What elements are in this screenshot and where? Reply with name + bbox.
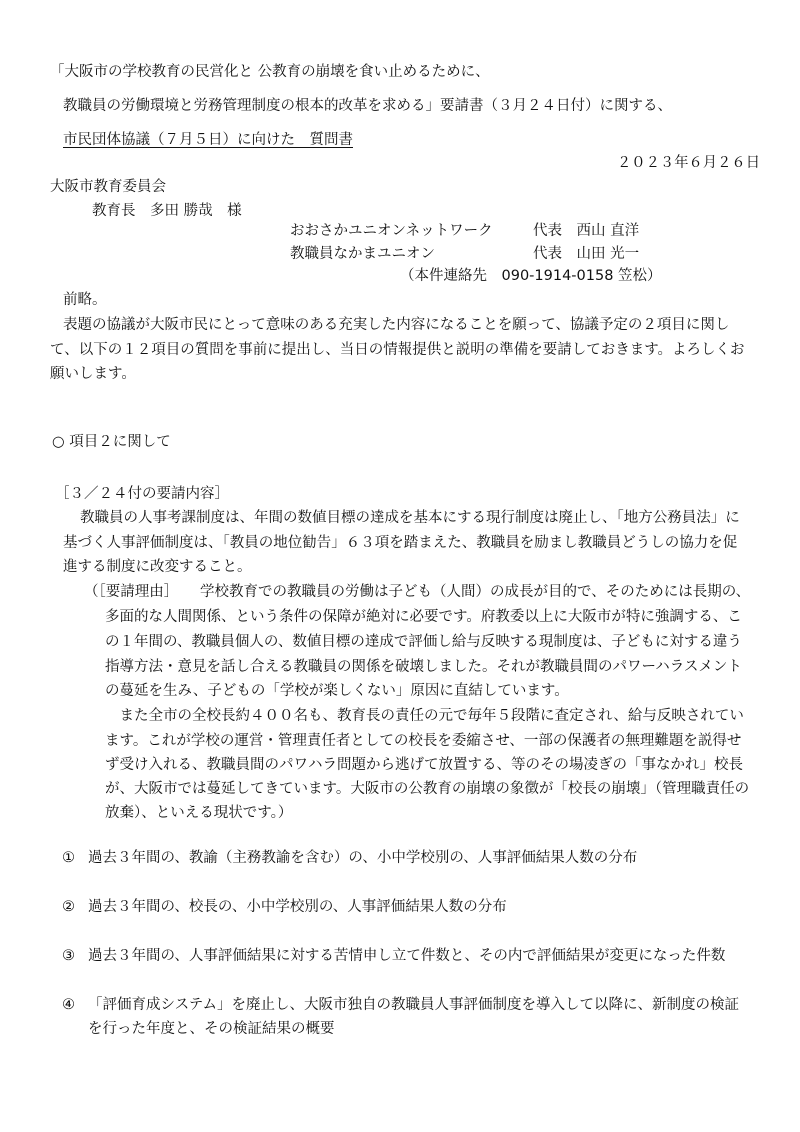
reason-line-3: の１年間の、教職員個人の、数値目標の達成で評価し給与反映する現制度は、子どもに対する違う [105, 634, 742, 650]
request-line-2: 基づく人事評価制度は、「教員の地位勧告」６３項を踏まえた、教職員を励まし教職員どうしの協力を促 [63, 535, 738, 551]
request-heading: ［３／２４付の要請内容］ [55, 486, 229, 502]
question-text-1: 過去３年間の、教諭（主務教諭を含む）の、小中学校別の、人事評価結果人数の分布 [88, 850, 638, 866]
addressee-org: 大阪市教育委員会 [50, 179, 166, 195]
question-text-4-line-1: 「評価育成システム」を廃止し、大阪市独自の教職員人事評価制度を導入して以降に、新制度の検証 [88, 997, 740, 1013]
reason-line-8: ず受け入れる、教職員間のパワハラ問題から逃げて放置する、等のその場凌ぎの「事なかれ」校長 [105, 757, 743, 773]
reason-line-7: ます。これが学校の運営・管理責任者としての校長を委縮させ、一部の保護者の無理難題を説得せ [105, 733, 742, 749]
intro-line-3: 願いします。 [50, 366, 136, 382]
sender-rep-1: 代表 西山 直洋 [533, 223, 640, 239]
sender-org-2: 教職員なかまユニオン [290, 246, 435, 262]
reason-line-6: また全市の全校長約４００名も、教育長の責任の元で毎年５段階に査定され、給与反映されてい [105, 708, 744, 724]
question-number-4: ④ [62, 997, 75, 1013]
question-number-3: ③ [62, 948, 75, 964]
document-date: ２０２３年６月２６日 [617, 155, 760, 171]
question-text-3: 過去３年間の、人事評価結果に対する苦情申し立て件数と、その内で評価結果が変更になった件数 [88, 948, 726, 964]
reason-line-4: 指導方法・意見を話し合える教職員の関係を破壊しました。それが教職員間のパワーハラスメント [105, 659, 742, 675]
sender-org-1: おおさかユニオンネットワーク [290, 223, 493, 239]
reason-line-2: 多面的な人間関係、という条件の保障が絶対に必要です。府教委以上に大阪市が特に強調する、こ [105, 609, 742, 625]
question-text-4-line-2: を行った年度と、その検証結果の概要 [88, 1021, 335, 1037]
request-line-3: 進する制度に改変すること。 [63, 559, 252, 575]
reason-line-10: 放棄）、といえる現状です。） [105, 805, 293, 821]
sender-rep-2: 代表 山田 光一 [533, 246, 640, 262]
greeting: 前略。 [63, 292, 107, 308]
intro-line-1: 表題の協議が大阪市民にとって意味のある充実した内容になることを願って、協議予定の２項目に関し [63, 317, 730, 333]
title-line-1: 「大阪市の学校教育の民営化と 公教育の崩壊を食い止めるために、 [50, 64, 490, 80]
question-text-2: 過去３年間の、校長の、小中学校別の、人事評価結果人数の分布 [88, 899, 507, 915]
reason-line-9: が、大阪市では蔓延してきています。大阪市の公教育の崩壊の象徴が「校長の崩壊」（管理職責任の [105, 781, 750, 797]
section-heading: ○ 項目２に関して [52, 434, 171, 450]
question-number-2: ② [62, 899, 75, 915]
reason-line-5: の蔓延を生み、子どもの「学校が楽しくない」原因に直結しています。 [105, 683, 569, 699]
reason-line-1: （［要請理由］ 学校教育での教職員の労働は子ども（人間）の成長が目的で、そのためには長期の、 [84, 584, 751, 600]
document-subtitle: 市民団体協議（７月５日）に向けた 質問書 [63, 132, 353, 148]
intro-line-2: て、以下の１２項目の質問を事前に提出し、当日の情報提供と説明の準備を要請しておきます。よろしくお [50, 342, 745, 358]
contact-info: （本件連絡先 090-1914-0158 笠松） [400, 268, 662, 284]
question-number-1: ① [62, 850, 75, 866]
addressee-person: 教育長 多田 勝哉 様 [92, 203, 242, 219]
title-line-2: 教職員の労働環境と労務管理制度の根本的改革を求める」要請書（３月２４日付）に関する、 [63, 98, 672, 114]
request-line-1: 教職員の人事考課制度は、年間の数値目標の達成を基本にする現行制度は廃止し、「地方公務員法」に [80, 510, 740, 526]
